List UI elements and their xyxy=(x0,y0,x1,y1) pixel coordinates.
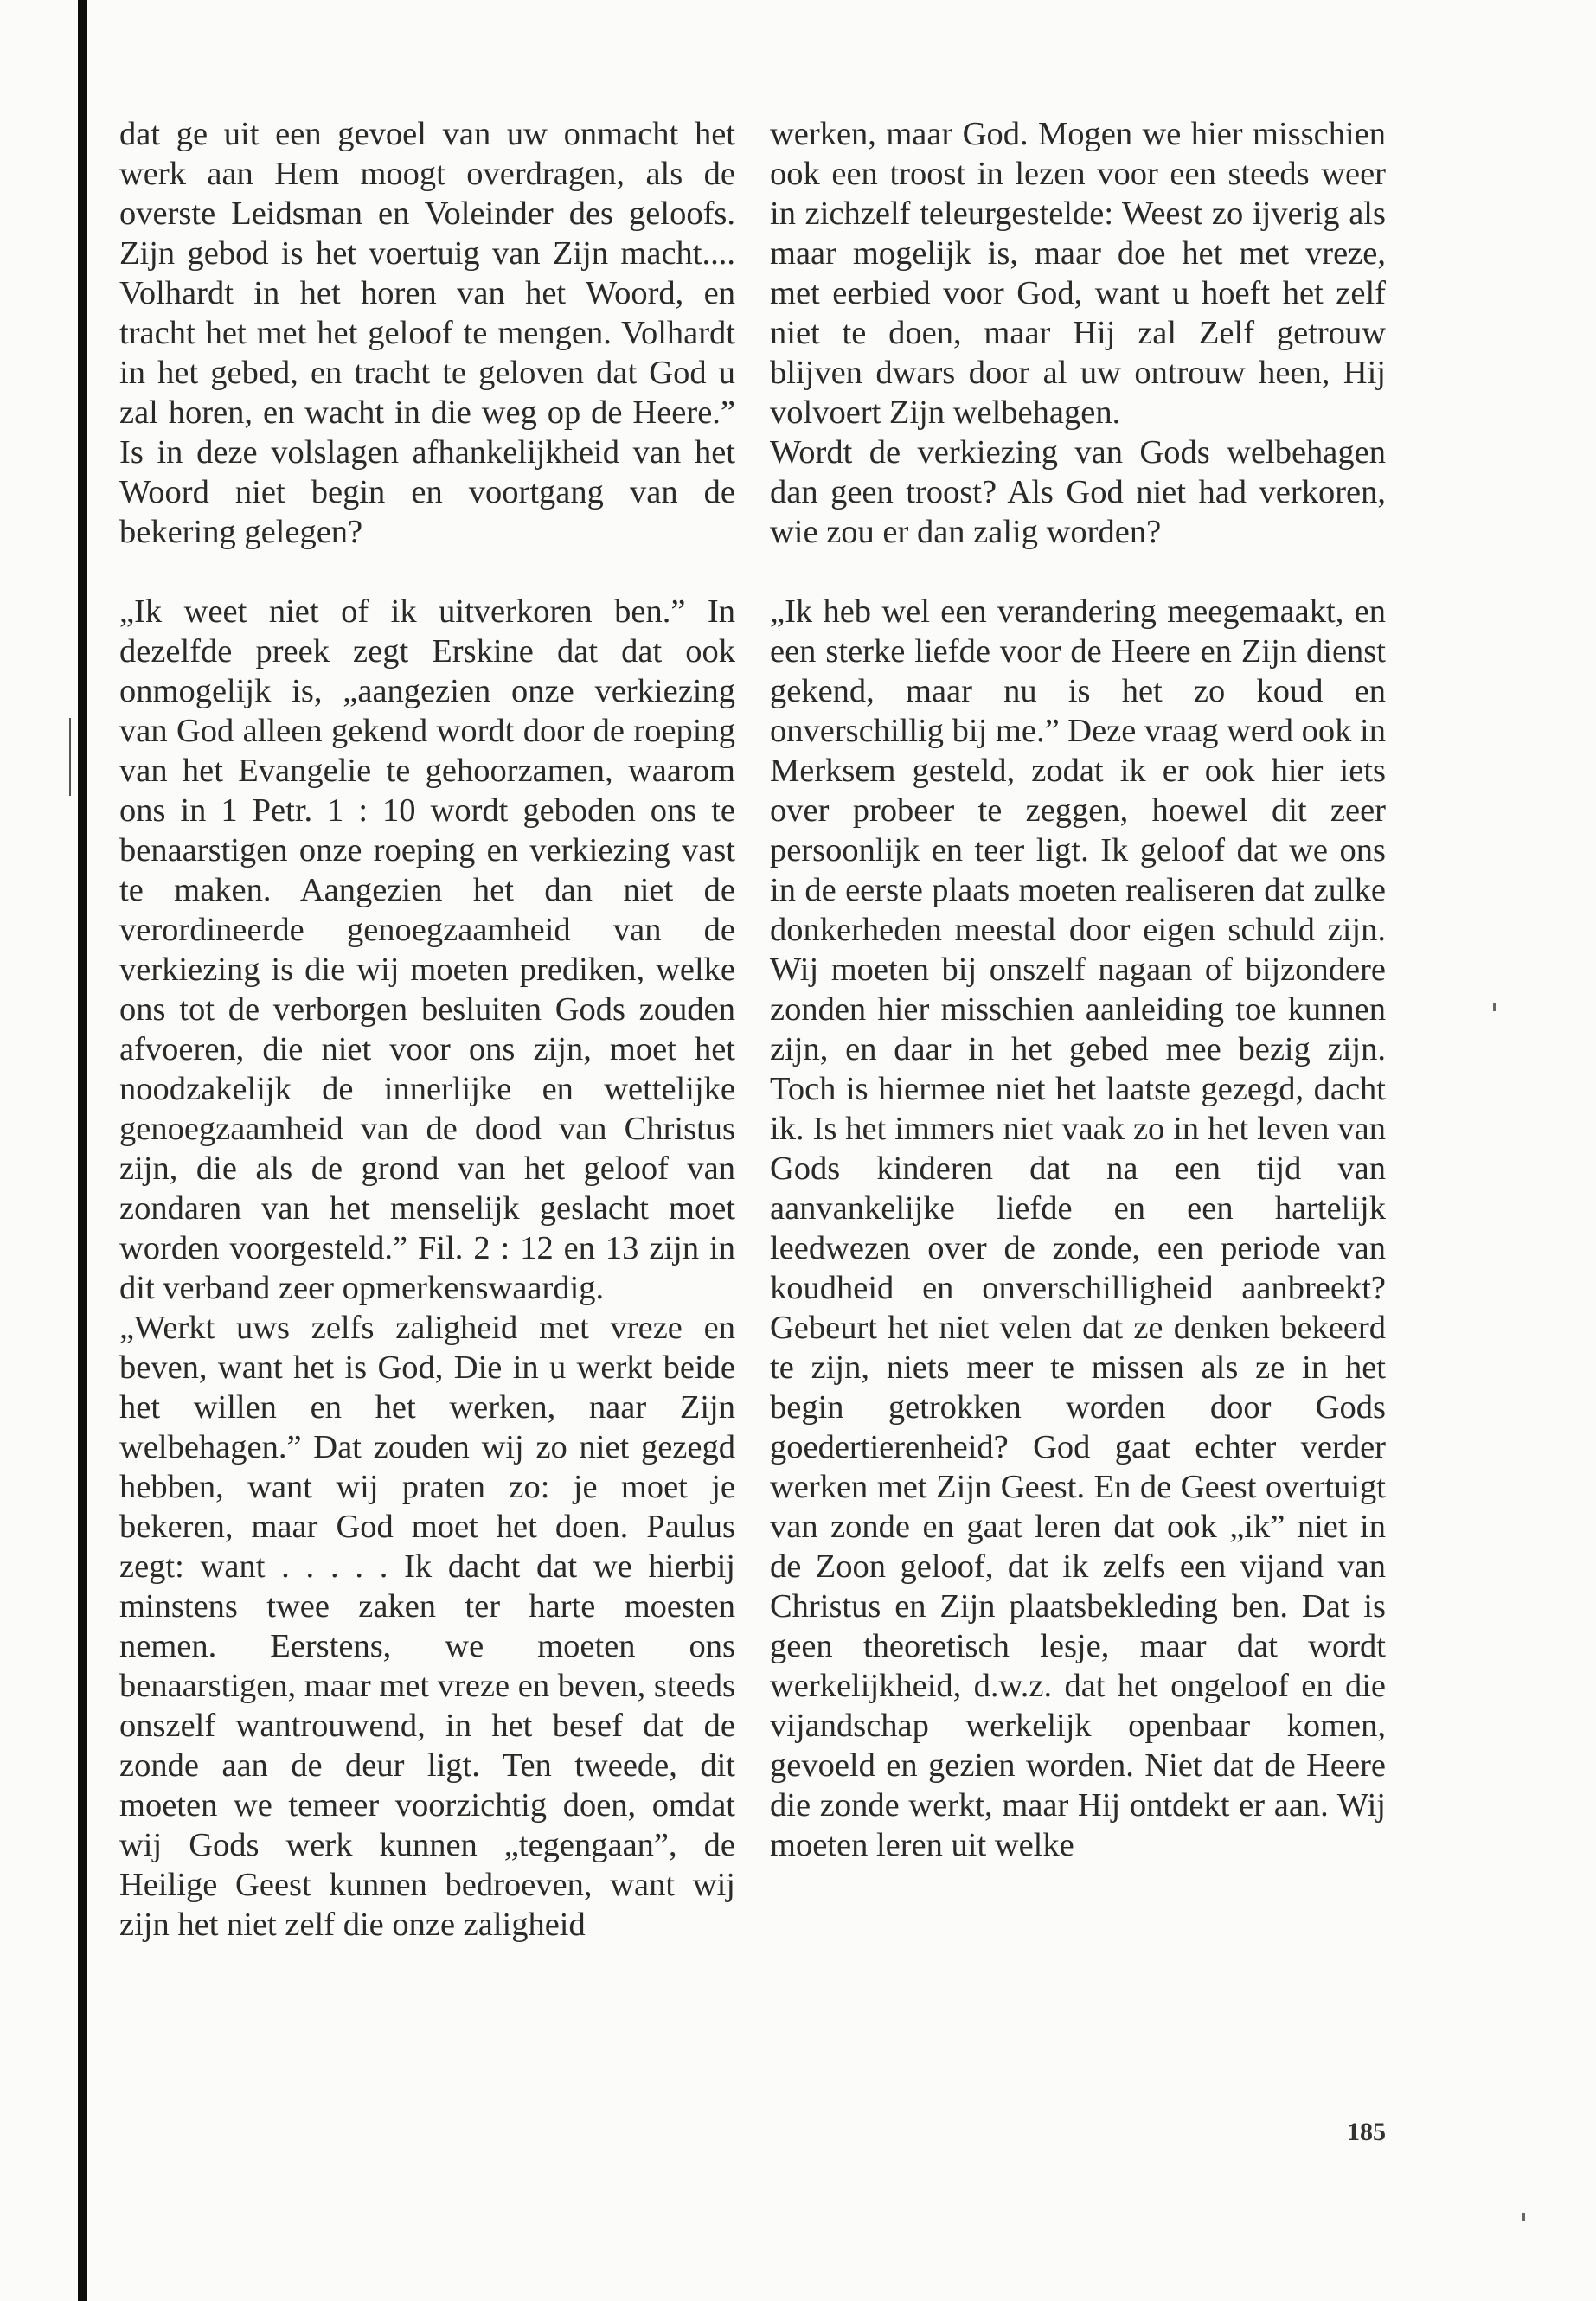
left-text-column xyxy=(119,114,735,1945)
scan-speck xyxy=(1522,2213,1525,2221)
paragraph: „Werkt uws zelfs zaligheid met vreze en beven, want het is God, Die in u werkt beide het willen en het werken, naar Zijn welbehagen.” Dat zouden wij zo niet gezegd hebben, want wij praten zo: je moet je bekeren, maar God moet het doen. Paulus zegt: want . . . . . Ik dacht dat we hierbij minstens twee zaken ter harte moesten nemen. Eerstens, we moeten ons benaarstigen, maar met vreze en beven, steeds onszelf wantrouwend, in het besef dat de zonde aan de deur ligt. Ten tweede, dit moeten we temeer voorzichtig doen, omdat wij Gods werk kunnen „tegengaan”, de Heilige Geest kunnen bedroeven, want wij zijn het niet zelf die onze zaligheid xyxy=(119,1310,735,1943)
page-binding-shadow xyxy=(78,0,87,2301)
right-text-column xyxy=(770,114,1386,1865)
scan-speck xyxy=(1493,1003,1496,1011)
paragraph: werken, maar God. Mogen we hier misschien ook een troost in lezen voor een steeds weer in zichzelf teleurgestelde: Weest zo ijverig als maar mogelijk is, maar doe het met vreze, met eerbied voor God, want u hoeft het zelf niet te doen, maar Hij zal Zelf getrouw blijven dwars door al uw ontrouw heen, Hij volvoert Zijn welbehagen. xyxy=(770,116,1386,431)
paragraph: „Ik heb wel een verandering meegemaakt, en een sterke liefde voor de Heere en Zijn dienst gekend, maar nu is het zo koud en onverschillig bij me.” Deze vraag werd ook in Merksem gesteld, zodat ik er ook hier iets over probeer te zeggen, hoewel dit zeer persoonlijk en teer ligt. Ik geloof dat we ons in de eerste plaats moeten realiseren dat zulke donkerheden meestal door eigen schuld zijn. Wij moeten bij onszelf nagaan of bijzondere zonden hier misschien aanleiding toe kunnen zijn, en daar in het gebed mee bezig zijn. Toch is hiermee niet het laatste gezegd, dacht ik. Is het immers niet vaak zo in het leven van Gods kinderen dat na een tijd van aanvankelijke liefde en een hartelijk leedwezen over de zonde, een periode van koudheid en onverschilligheid aanbreekt? Gebeurt het niet velen dat ze denken bekeerd te zijn, niets meer te missen als ze in het begin getrokken worden door Gods goedertierenheid? God gaat echter verder werken met Zijn Geest. En de Geest overtuigt van zonde en gaat leren dat ook „ik” niet in de Zoon geloof, dat ik zelfs een vijand van Christus en Zijn plaatsbekleding ben. Dat is geen theoretisch lesje, maar dat wordt werkelijkheid, d.w.z. dat het ongeloof en die vijandschap werkelijk openbaar komen, gevoeld en gezien worden. Niet dat de Heere die zonde werkt, maar Hij ontdekt er aan. Wij moeten leren uit welke xyxy=(770,593,1387,1863)
paragraph-gap xyxy=(770,552,1386,592)
paragraph: Wordt de verkiezing van Gods welbehagen dan geen troost? Als God niet had verkoren, wie zou er dan zalig worden? xyxy=(770,434,1386,550)
paragraph: dat ge uit een gevoel van uw onmacht het werk aan Hem moogt overdragen, als de overste Leidsman en Voleinder des geloofs. Zijn gebod is het voertuig van Zijn macht.... Volhardt in het horen van het Woord, en tracht het met het geloof te mengen. Volhardt in het gebed, en tracht te geloven dat God u zal horen, en wacht in die weg op de Heere.” Is in deze volslagen afhankelijkheid van het Woord niet begin en voortgang van de bekering gelegen? xyxy=(119,116,735,550)
page-number: 185 xyxy=(1347,2118,1386,2146)
margin-pencil-mark xyxy=(69,718,71,796)
paragraph-gap xyxy=(119,552,735,592)
paragraph: „Ik weet niet of ik uitverkoren ben.” In dezelfde preek zegt Erskine dat dat ook onmogelijk is, „aangezien onze verkiezing van God alleen gekend wordt door de roeping van het Evangelie te gehoorzamen, waarom ons in 1 Petr. 1 : 10 wordt geboden ons te benaarstigen onze roeping en verkiezing vast te maken. Aangezien het dan niet de verordineerde genoegzaamheid van de verkiezing is die wij moeten prediken, welke ons tot de verborgen besluiten Gods zouden afvoeren, die niet voor ons zijn, moet het noodzakelijk de innerlijke en wettelijke genoegzaamheid van de dood van Christus zijn, die als de grond van het geloof van zondaren van het menselijk geslacht moet worden voorgesteld.” Fil. 2 : 12 en 13 zijn in dit verband zeer opmerkenswaardig. xyxy=(119,593,735,1306)
